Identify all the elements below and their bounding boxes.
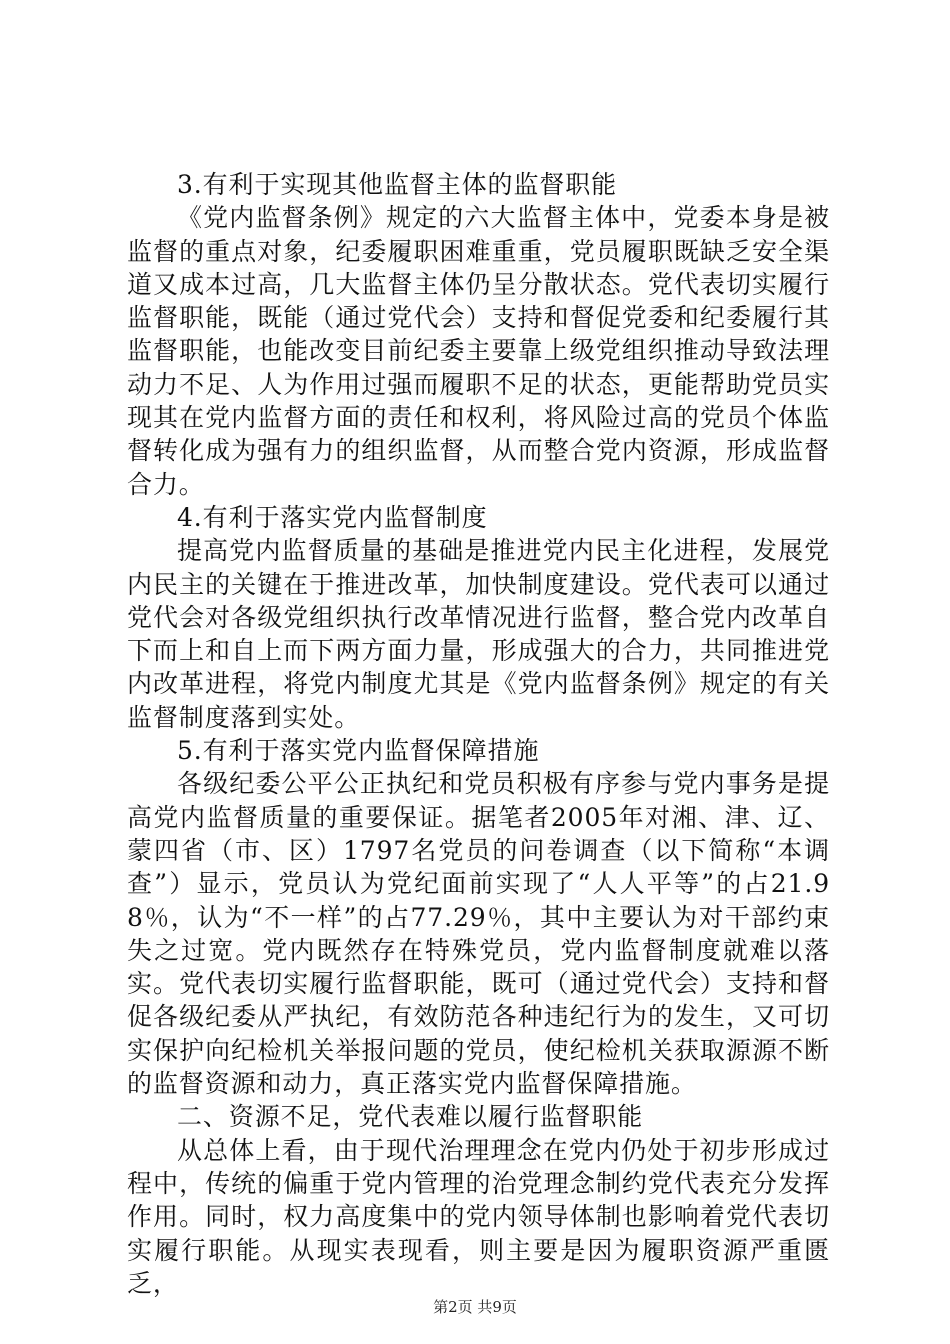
heading-5-supervision-guarantee: 5.有利于落实党内监督保障措施 bbox=[177, 736, 540, 766]
section-heading-insufficient-resources: 二、资源不足，党代表难以履行监督职能 bbox=[177, 1102, 644, 1132]
paragraph-supervision-subjects: 《党内监督条例》规定的六大监督主体中，党委本身是被监督的重点对象，纪委履职困难重重，党员履职既缺乏安全渠道又成本过高，几大监督主体仍呈分散状态。党代表切实履行监督职能，既能（通过党代会）支持和督促党委和纪委履行其监督职能，也能改变目前纪委主要靠上级党组织推动导致法理动力不足、人为作用过强而履职不足的状态，更能帮助党员实现其在党内监督方面的责任和权利，将风险过高的党员个体监督转化成为强有力的组织监督，从而整合党内资源，形成监督合力。 bbox=[127, 203, 830, 499]
heading-4-supervision-system: 4.有利于落实党内监督制度 bbox=[177, 502, 488, 532]
page-number-label: 第2页 共9页 bbox=[433, 1298, 517, 1316]
paragraph-supervision-guarantee: 各级纪委公平公正执纪和党员积极有序参与党内事务是提高党内监督质量的重要保证。据笔者2005年对湘、津、辽、蒙四省（市、区）1797名党员的问卷调查（以下简称“本调查”）显示，党员认为党纪面前实现了“人人平等”的占21.98％，认为“不一样”的占77.29％，其中主要认为对干部约束失之过宽。党内既然存在特殊党员，党内监督制度就难以落实。党代表切实履行监督职能，既可（通过党代会）支持和督促各级纪委从严执纪，有效防范各种违纪行为的发生，又可切实保护向纪检机关举报问题的党员，使纪检机关获取源源不断的监督资源和动力，真正落实党内监督保障措施。 bbox=[127, 769, 830, 1099]
heading-3-other-supervision: 3.有利于实现其他监督主体的监督职能 bbox=[177, 170, 618, 199]
paragraph-supervision-system: 提高党内监督质量的基础是推进党内民主化进程，发展党内民主的关键在于推进改革，加快制度建设。党代表可以通过党代会对各级党组织执行改革情况进行监督，整合党内改革自下而上和自上而下两方面力量，形成强大的合力，共同推进党内改革进程，将党内制度尤其是《党内监督条例》规定的有关监督制度落到实处。 bbox=[127, 536, 830, 732]
document-body bbox=[127, 168, 830, 1300]
page-footer bbox=[0, 1297, 950, 1317]
paragraph-overall-view: 从总体上看，由于现代治理理念在党内仍处于初步形成过程中，传统的偏重于党内管理的治党理念制约党代表充分发挥作用。同时，权力高度集中的党内领导体制也影响着党代表切实履行职能。从现实表现看，则主要是因为履职资源严重匮乏， bbox=[127, 1135, 830, 1298]
